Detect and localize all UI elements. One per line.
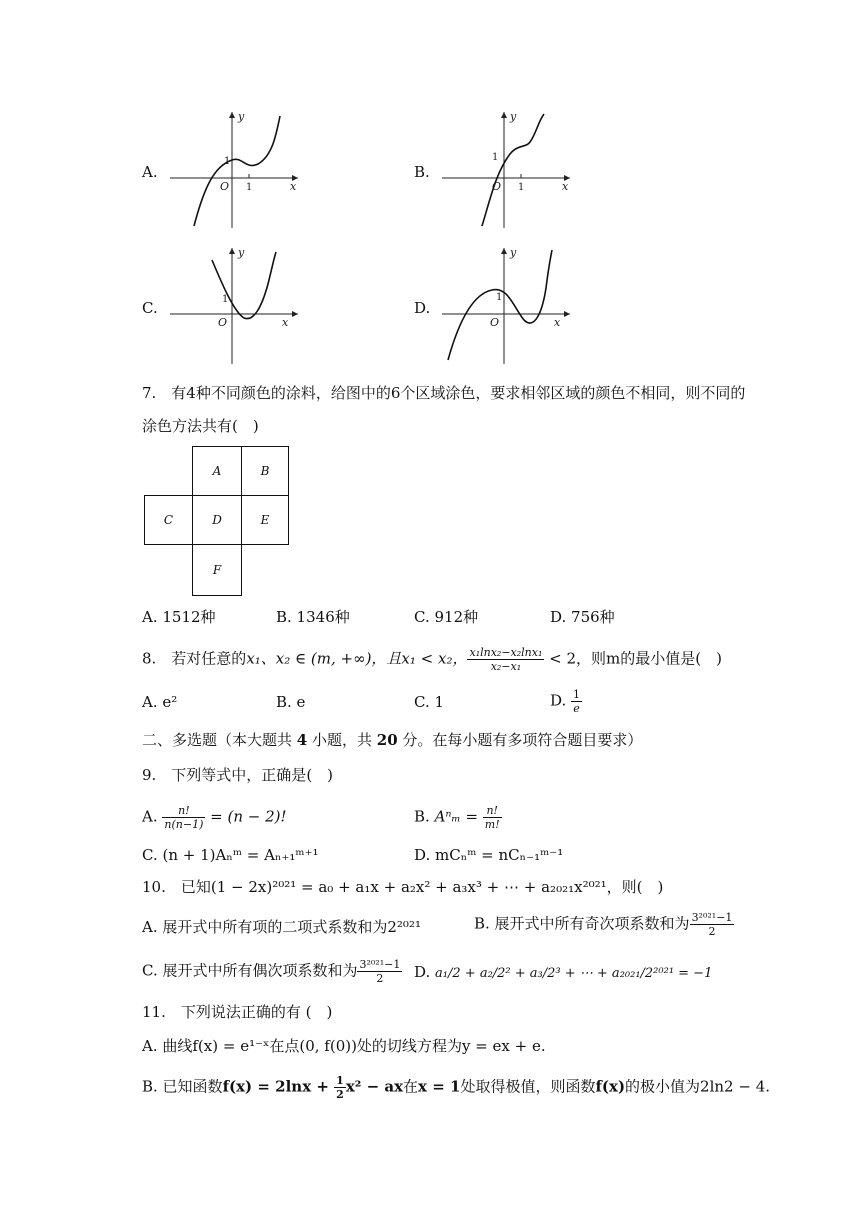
- q7-question-text: 7. 有4种不同颜色的涂料，给图中的6个区域涂色，要求相邻区域的颜色不相同，则不同的: [142, 384, 746, 402]
- q8-option-c: C. 1: [414, 693, 445, 711]
- q6-option-d-label: D.: [414, 299, 431, 317]
- svg-text:1: 1: [518, 182, 525, 193]
- svg-text:y: y: [510, 110, 517, 123]
- q10-c-den: 2: [376, 972, 384, 985]
- svg-text:1: 1: [246, 182, 253, 193]
- q7-question-text-line2: 涂色方法共有( ): [142, 417, 259, 435]
- q10-d-expr: a₁/2 + a₂/2² + a₃/2³ + ⋯ + a₂₀₂₁/2²⁰²¹ = −1: [435, 966, 713, 981]
- q9-a-num: n!: [162, 804, 205, 818]
- q8-option-a: A. e²: [142, 693, 178, 711]
- svg-text:O: O: [490, 316, 500, 329]
- q11-b-pre: B. 已知函数: [142, 1077, 223, 1096]
- q11-b-frac-num: 1: [336, 1074, 344, 1087]
- svg-text:y: y: [238, 246, 245, 259]
- region-c: C: [144, 495, 193, 545]
- q9-b-num: n!: [483, 804, 502, 818]
- q7-option-d: D. 756种: [550, 608, 615, 626]
- q6-graph-b: [434, 108, 574, 230]
- q7-option-a: A. 1512种: [142, 608, 216, 626]
- q9-option-a: [142, 804, 287, 831]
- section-title-mid: 小题，共: [307, 731, 377, 749]
- q8-prefix: 8. 若对任意的: [142, 649, 247, 668]
- q9-a-label: A.: [142, 807, 158, 826]
- q11-b-frac-den: 2: [336, 1088, 344, 1101]
- q10-b-num: 3²⁰²¹−1: [691, 911, 733, 924]
- region-b: B: [241, 446, 289, 496]
- region-a: A: [192, 446, 242, 496]
- q9-b-frac: [483, 804, 502, 831]
- q10-b-frac: [690, 911, 735, 938]
- region-e: E: [241, 495, 289, 545]
- q8-option-d-label: D.: [550, 691, 567, 710]
- q11-b-mid: 在: [403, 1077, 419, 1096]
- q9-option-c: C. (n + 1)Aₙᵐ = Aₙ₊₁ᵐ⁺¹: [142, 846, 319, 864]
- svg-text:x: x: [562, 180, 569, 193]
- q8-option-b: B. e: [276, 693, 306, 711]
- q9-a-den: n(n−1): [164, 818, 204, 831]
- section-title-pre: 二、多选题（本大题共: [142, 731, 297, 749]
- q10-question: 10. 已知(1 − 2x)²⁰²¹ = a₀ + a₁x + a₂x² + a₃x³ + ⋯ + a₂₀₂₁x²⁰²¹，则( ): [142, 878, 664, 896]
- svg-text:x: x: [282, 316, 289, 329]
- q10-option-d: [414, 962, 712, 984]
- q8-option-d-frac: [571, 688, 582, 715]
- q10-b-text: B. 展开式中所有奇次项系数和为: [474, 914, 690, 933]
- q11-b-func: f(x) = 2lnx +: [222, 1077, 335, 1096]
- svg-text:x: x: [290, 180, 297, 193]
- q9-option-b: [414, 804, 502, 831]
- q10-c-frac: [357, 958, 402, 985]
- q11-question: 11. 下列说法正确的有 ( ): [142, 1003, 333, 1021]
- svg-text:O: O: [492, 180, 502, 193]
- region-d: D: [192, 495, 242, 545]
- q11-b-frac: [334, 1074, 346, 1101]
- q6-graph-c: [162, 244, 302, 366]
- svg-text:y: y: [238, 110, 245, 123]
- q6-graph-a: [162, 108, 302, 230]
- q9-b-label: B.: [414, 807, 430, 826]
- q9-question: 9. 下列等式中，正确是( ): [142, 766, 334, 784]
- svg-text:1: 1: [224, 156, 231, 167]
- q10-option-a: A. 展开式中所有项的二项式系数和为2²⁰²¹: [142, 918, 421, 936]
- q11-option-b: [142, 1074, 770, 1101]
- q10-option-b: [474, 911, 734, 938]
- q9-b-den: m!: [484, 818, 500, 831]
- svg-text:1: 1: [492, 152, 499, 163]
- section-score: 20: [376, 731, 398, 749]
- q11-b-post: 的极小值为2ln2 − 4.: [625, 1077, 771, 1096]
- svg-text:1: 1: [222, 294, 229, 305]
- q9-a-rhs: = (n − 2)!: [205, 807, 287, 826]
- svg-text:y: y: [510, 246, 517, 259]
- section-2-title: [142, 730, 642, 750]
- q8-frac-num: x₁lnx₂−x₂lnx₁: [469, 646, 543, 659]
- svg-text:1: 1: [496, 292, 503, 303]
- q11-b-fx: f(x): [595, 1077, 626, 1096]
- q8-optd-num: 1: [573, 688, 581, 701]
- q7-option-c: C. 912种: [414, 608, 479, 626]
- svg-text:O: O: [220, 180, 230, 193]
- q8-option-d: [550, 688, 582, 715]
- q8-condition: x₁、x₂ ∈ (m, +∞)，且x₁ < x₂，: [246, 649, 468, 668]
- q9-option-d: D. mCₙᵐ = nCₙ₋₁ᵐ⁻¹: [414, 846, 564, 864]
- section-title-post: 分。在每小题有多项符合题目要求）: [397, 731, 643, 749]
- q6-option-c-label: C.: [142, 299, 158, 317]
- q10-b-den: 2: [708, 925, 716, 938]
- q11-b-mid2: 处取得极值，则函数: [460, 1077, 596, 1096]
- q8-suffix: < 2，则m的最小值是( ): [544, 649, 722, 668]
- q11-option-a: A. 曲线f(x) = e¹⁻ˣ在点(0, f(0))处的切线方程为y = ex + e.: [142, 1037, 546, 1055]
- section-count: 4: [296, 731, 308, 749]
- q8-frac-den: x₂−x₁: [490, 660, 522, 673]
- q10-option-c: [142, 958, 402, 985]
- q11-b-func2: x² − ax: [345, 1077, 404, 1096]
- q6-option-a-label: A.: [142, 163, 158, 181]
- q6-option-b-label: B.: [414, 163, 430, 181]
- q11-b-x1: x = 1: [418, 1077, 461, 1096]
- q10-d-label: D.: [414, 963, 431, 981]
- q9-b-lhs: Aⁿₘ =: [434, 807, 483, 826]
- q6-graph-d: [434, 244, 574, 366]
- q7-option-b: B. 1346种: [276, 608, 350, 626]
- q8-question: [142, 646, 722, 673]
- svg-text:x: x: [554, 316, 561, 329]
- q8-optd-den: e: [573, 702, 580, 715]
- q9-a-frac: [162, 804, 205, 831]
- svg-text:O: O: [218, 316, 228, 329]
- q8-fraction: [467, 646, 544, 673]
- q10-c-num: 3²⁰²¹−1: [359, 958, 401, 971]
- q10-c-text: C. 展开式中所有偶次项系数和为: [142, 961, 358, 980]
- region-f: F: [192, 544, 242, 596]
